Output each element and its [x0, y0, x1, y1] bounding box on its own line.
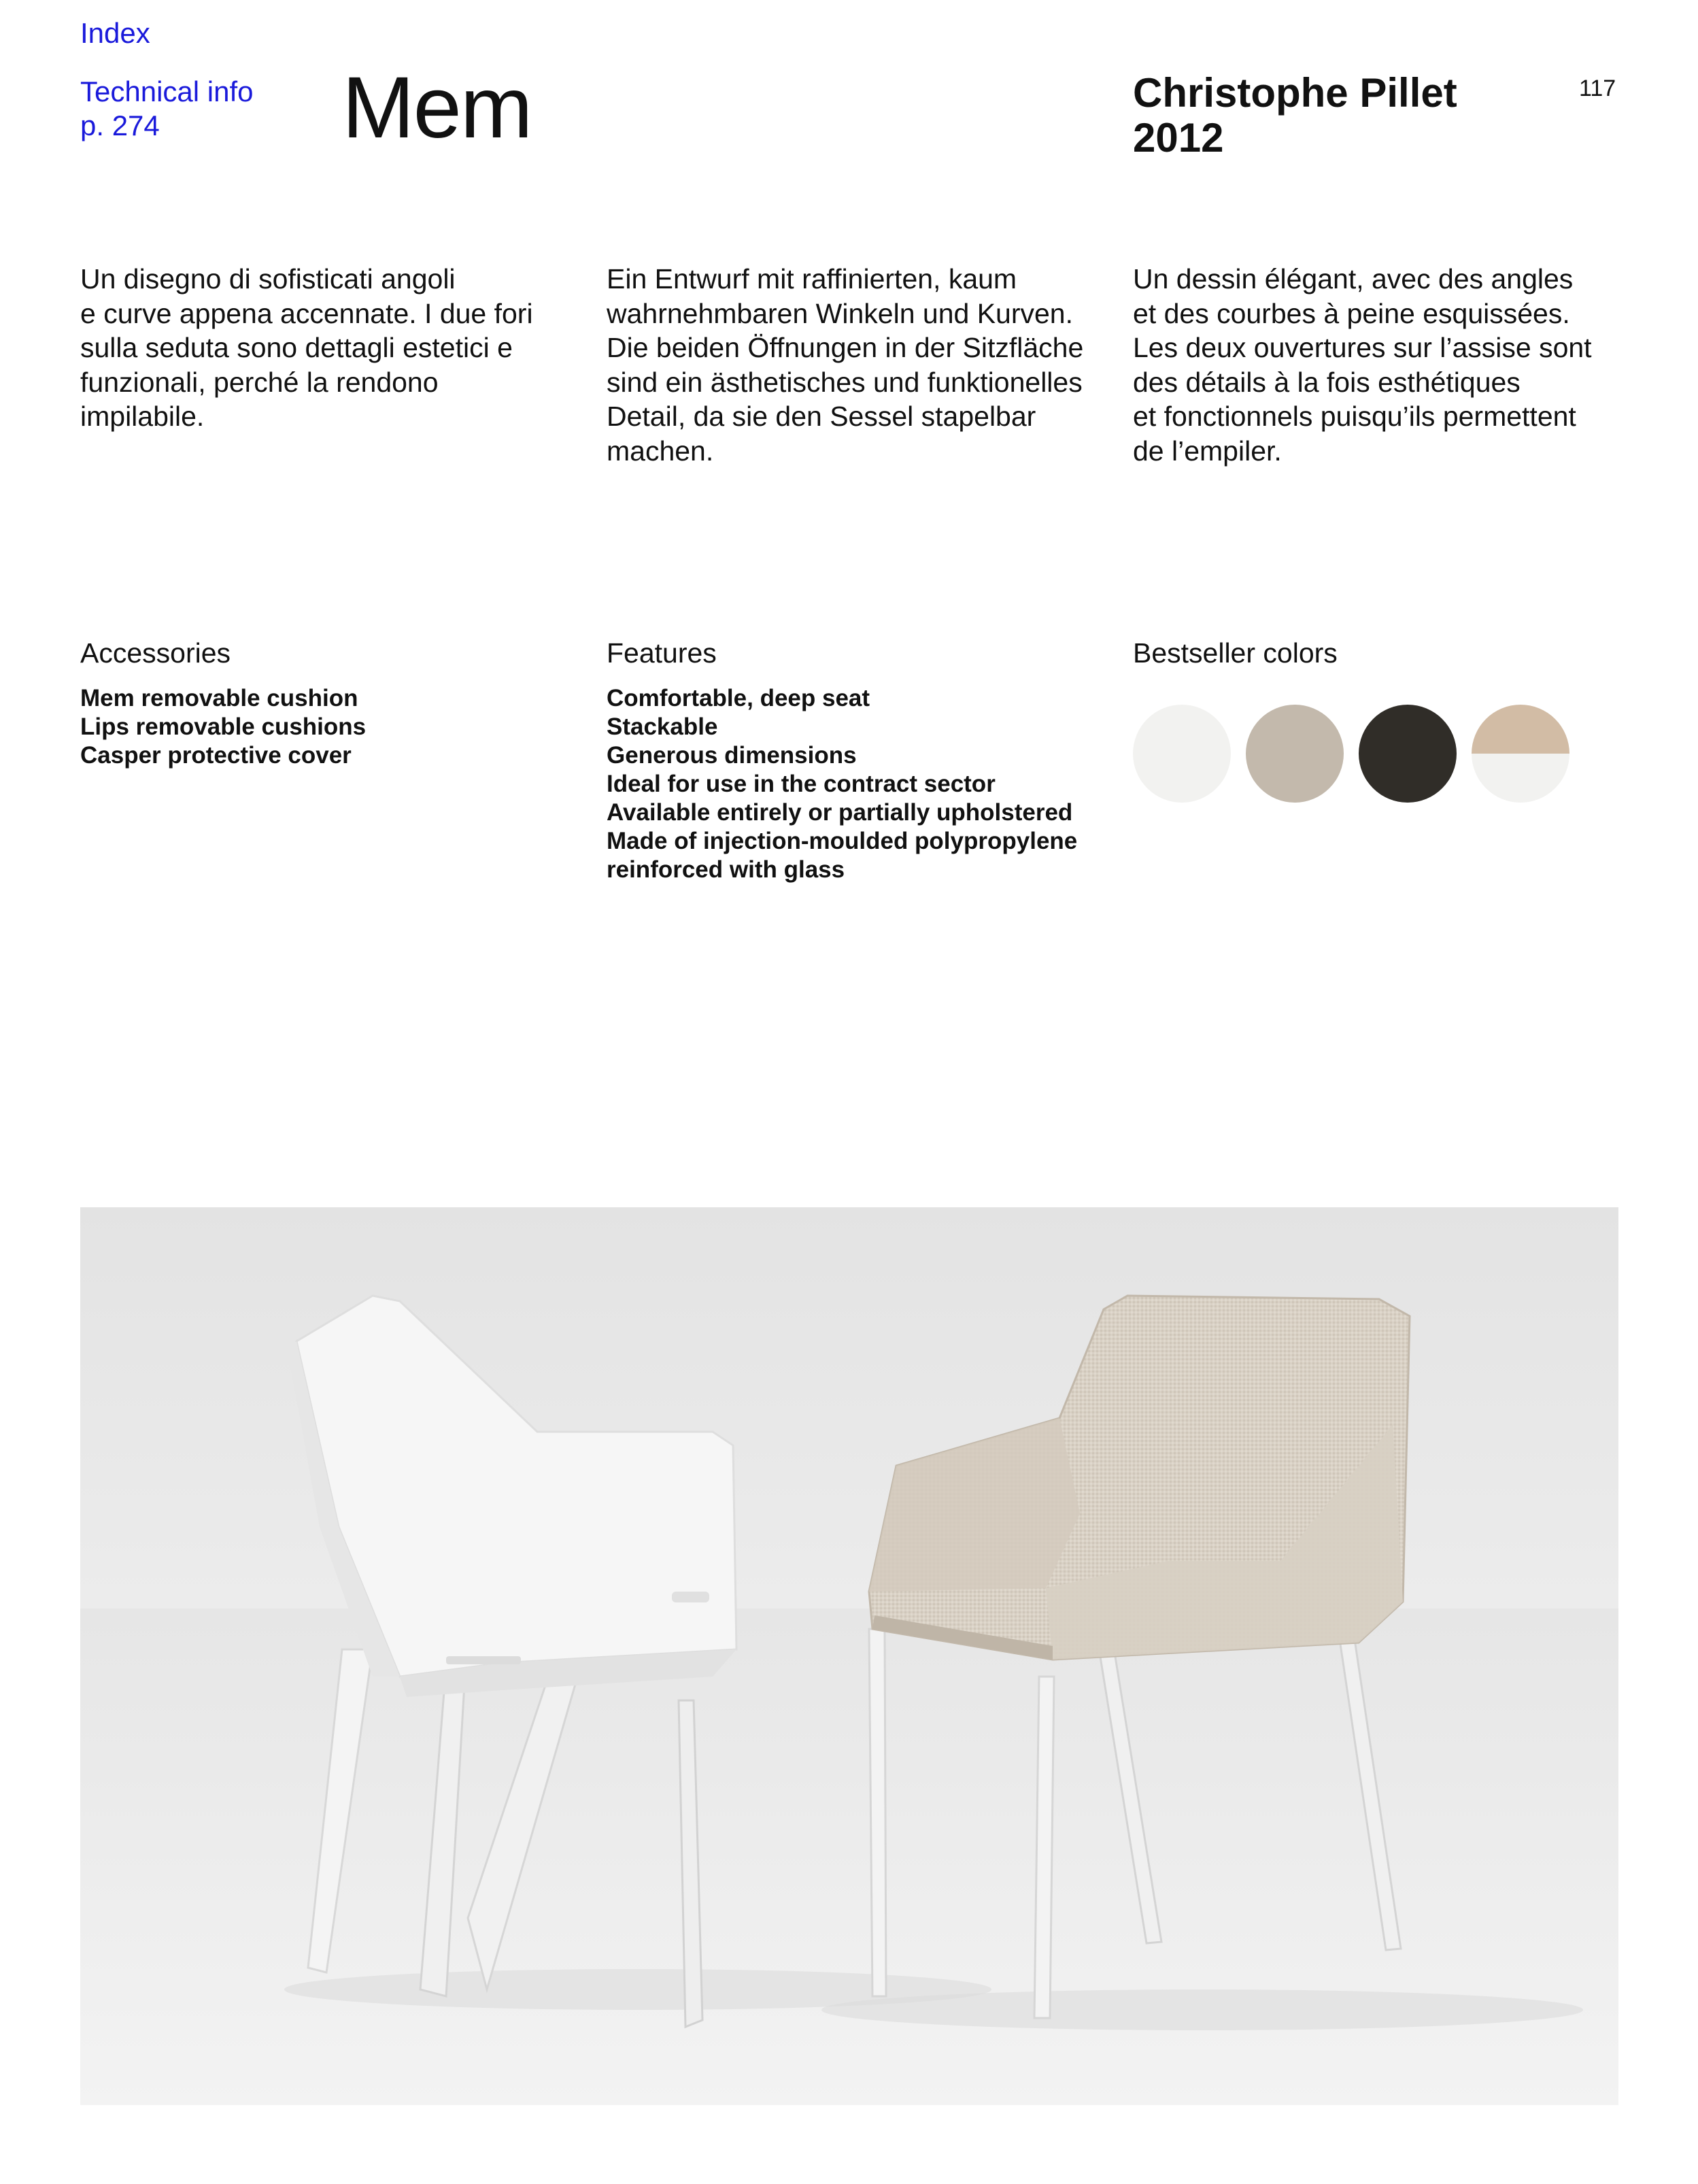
description-german: Ein Entwurf mit raffinierten, kaum wahrnehmbaren Winkeln und Kurven. Die beiden Öffnungen in der Sitzfläche sind ein ästhetisches und funktionelles Detail, da sie den Sessel stapelbar machen.: [607, 263, 1084, 467]
accessories-heading: Accessories: [80, 637, 231, 669]
description-italian: Un disegno di sofisticati angoli e curve appena accennate. I due fori sulla seduta sono dettagli estetici e funzionali, perché la rendono impilabile.: [80, 263, 533, 432]
accessories-list: [80, 684, 366, 770]
accessory-item: Mem removable cushion: [80, 685, 358, 711]
feature-item: Made of injection-moulded polypropylene reinforced with glass: [607, 828, 1078, 883]
feature-item: Available entirely or partially upholstered: [607, 799, 1073, 826]
bestseller-colors-heading: Bestseller colors: [1133, 637, 1338, 669]
feature-item: Stackable: [607, 713, 718, 740]
page-number: 117: [1579, 75, 1616, 101]
color-swatch-white: [1133, 705, 1231, 803]
feature-item: Generous dimensions: [607, 742, 857, 769]
features-list: [607, 684, 1077, 884]
designer-and-year: Christophe Pillet 2012: [1133, 70, 1457, 161]
accessory-item: Casper protective cover: [80, 742, 352, 769]
product-photo: [80, 1207, 1618, 2105]
description-french: Un dessin élégant, avec des angles et des courbes à peine esquissées. Les deux ouvertures sur l’assise sont des détails à la fois esthétiques et fonctionnels puisqu’ils permettent de l’empiler.: [1133, 263, 1592, 467]
features-heading: Features: [607, 637, 717, 669]
color-swatch-dove-grey: [1246, 705, 1344, 803]
technical-info-link[interactable]: Technical info p. 274: [80, 75, 254, 141]
index-link[interactable]: Index: [80, 17, 150, 49]
accessory-item: Lips removable cushions: [80, 713, 367, 740]
feature-item: Ideal for use in the contract sector: [607, 771, 996, 797]
feature-item: Comfortable, deep seat: [607, 685, 870, 711]
page-title: Mem: [342, 59, 532, 156]
color-swatch-black: [1359, 705, 1457, 803]
color-swatch-sand-white: [1472, 705, 1569, 803]
